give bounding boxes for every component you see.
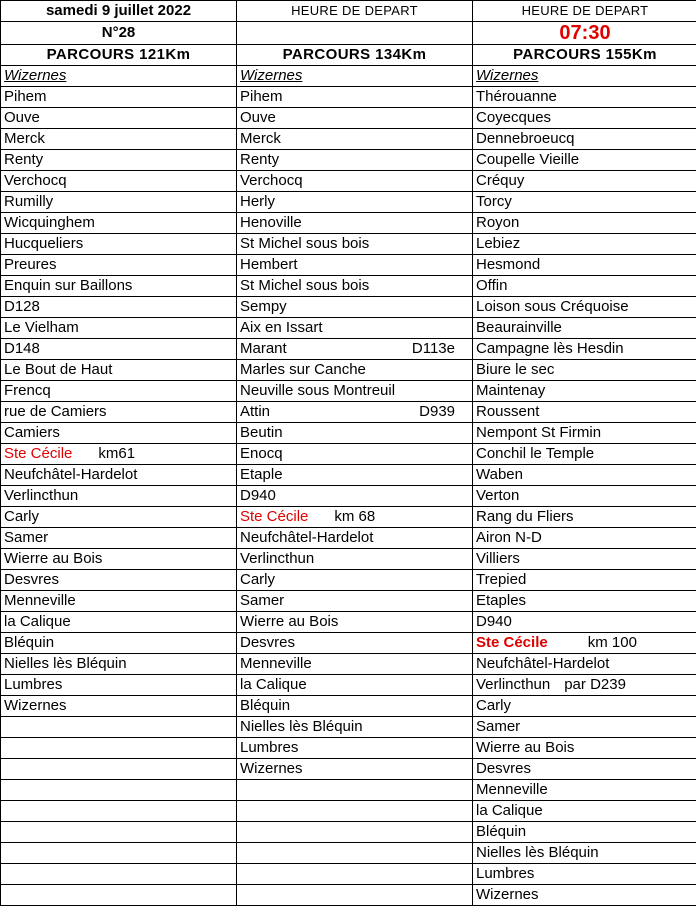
waypoint-name: Nielles lès Bléquin xyxy=(476,844,599,861)
route-row xyxy=(1,507,696,528)
route-note: km 68 xyxy=(334,508,376,525)
waypoint-name: Frencq xyxy=(4,382,51,399)
waypoint-cell xyxy=(237,108,473,129)
empty-cell xyxy=(237,801,473,822)
waypoint-name: Nempont St Firmin xyxy=(476,424,602,441)
waypoint-cell xyxy=(1,465,237,486)
waypoint-cell xyxy=(473,465,696,486)
waypoint-name: Le Bout de Haut xyxy=(4,361,113,378)
waypoint-name: Samer xyxy=(476,718,521,735)
waypoint-name: D940 xyxy=(240,487,276,504)
waypoint-name: Ste Cécile xyxy=(4,445,73,462)
waypoint-name: Ouve xyxy=(4,109,40,126)
waypoint-name: Maintenay xyxy=(476,382,546,399)
waypoint-cell xyxy=(473,192,696,213)
waypoint-name: Attin xyxy=(240,403,271,420)
waypoint-cell xyxy=(237,213,473,234)
waypoint-name: Verlincthun xyxy=(240,550,315,567)
waypoint-name: Samer xyxy=(240,592,285,609)
waypoint-name: Coyecques xyxy=(476,109,552,126)
waypoint-name: Desvres xyxy=(240,634,296,651)
empty-cell xyxy=(1,801,237,822)
waypoint-cell xyxy=(473,381,696,402)
waypoint-name: la Calique xyxy=(240,676,307,693)
waypoint-cell xyxy=(1,339,237,360)
waypoint-name: Menneville xyxy=(4,592,76,609)
waypoint-name: Neuville sous Montreuil xyxy=(240,382,396,399)
waypoint-name: Ste Cécile xyxy=(240,508,309,525)
waypoint-cell xyxy=(1,402,237,423)
empty-cell xyxy=(1,717,237,738)
route-row xyxy=(1,696,696,717)
waypoint-cell xyxy=(473,255,696,276)
route-row xyxy=(1,465,696,486)
waypoint-name: Hesmond xyxy=(476,256,541,273)
empty-cell xyxy=(237,885,473,906)
parcours-121: PARCOURS 121Km xyxy=(1,45,237,66)
waypoint-cell xyxy=(1,108,237,129)
waypoint-name: Wierre au Bois xyxy=(476,739,575,756)
waypoint-cell xyxy=(1,507,237,528)
waypoint-cell xyxy=(1,129,237,150)
waypoint-name: Lebiez xyxy=(476,235,521,252)
waypoint-cell xyxy=(1,486,237,507)
waypoint-name: D148 xyxy=(4,340,40,357)
waypoint-cell xyxy=(237,675,473,696)
waypoint-name: Biure le sec xyxy=(476,361,555,378)
waypoint-name: Lumbres xyxy=(4,676,63,693)
route-row xyxy=(1,276,696,297)
waypoint-name: D128 xyxy=(4,298,40,315)
route-note: par D239 xyxy=(564,676,626,693)
waypoint-cell xyxy=(1,570,237,591)
waypoint-cell xyxy=(237,276,473,297)
waypoint-name: Hembert xyxy=(240,256,298,273)
waypoint-cell xyxy=(1,87,237,108)
route-row xyxy=(1,885,696,906)
waypoint-name: Camiers xyxy=(4,424,60,441)
waypoint-cell xyxy=(473,360,696,381)
route-row xyxy=(1,612,696,633)
waypoint-cell xyxy=(237,318,473,339)
waypoint-name: Neufchâtel-Hardelot xyxy=(4,466,138,483)
waypoint-name: Preures xyxy=(4,256,57,273)
waypoint-cell xyxy=(237,549,473,570)
route-note: km 100 xyxy=(587,634,637,651)
event-number: N°28 xyxy=(1,22,237,45)
waypoint-name: Beaurainville xyxy=(476,319,562,336)
waypoint-name: St Michel sous bois xyxy=(240,235,370,252)
empty-cell xyxy=(1,780,237,801)
route-row xyxy=(1,444,696,465)
waypoint-cell xyxy=(473,780,696,801)
route-row xyxy=(1,318,696,339)
route-row xyxy=(1,381,696,402)
waypoint-cell xyxy=(473,297,696,318)
waypoint-cell xyxy=(237,633,473,654)
waypoint-cell xyxy=(473,507,696,528)
waypoint-name: Bléquin xyxy=(240,697,291,714)
waypoint-cell xyxy=(473,528,696,549)
waypoint-cell xyxy=(237,192,473,213)
waypoint-name: Wierre au Bois xyxy=(240,613,339,630)
waypoint-cell xyxy=(237,444,473,465)
waypoint-name: Verchocq xyxy=(4,172,67,189)
parcours-134: PARCOURS 134Km xyxy=(237,45,473,66)
route-row xyxy=(1,528,696,549)
waypoint-name: Merck xyxy=(240,130,281,147)
empty-cell xyxy=(1,759,237,780)
route-row xyxy=(1,843,696,864)
waypoint-cell xyxy=(473,717,696,738)
route-row xyxy=(1,234,696,255)
route-row xyxy=(1,360,696,381)
waypoint-cell xyxy=(237,381,473,402)
waypoint-name: Merck xyxy=(4,130,45,147)
waypoint-cell xyxy=(1,255,237,276)
empty-cell xyxy=(237,864,473,885)
waypoint-cell xyxy=(473,885,696,906)
route-row xyxy=(1,801,696,822)
waypoint-name: Nielles lès Bléquin xyxy=(4,655,127,672)
route-row xyxy=(1,402,696,423)
empty-cell xyxy=(237,780,473,801)
route-row xyxy=(1,87,696,108)
waypoint-cell xyxy=(237,129,473,150)
waypoint-name: Enocq xyxy=(240,445,283,462)
waypoint-cell xyxy=(237,171,473,192)
empty-cell xyxy=(1,843,237,864)
waypoint-cell xyxy=(1,171,237,192)
empty-cell xyxy=(237,22,473,45)
waypoint-name: rue de Camiers xyxy=(4,403,107,420)
waypoint-name: Rumilly xyxy=(4,193,54,210)
waypoint-name: Carly xyxy=(4,508,40,525)
waypoint-name: Etaple xyxy=(240,466,283,483)
waypoint-name: Conchil le Temple xyxy=(476,445,595,462)
empty-cell xyxy=(1,864,237,885)
waypoint-name: Verlincthun xyxy=(4,487,79,504)
waypoint-cell xyxy=(473,402,696,423)
waypoint-name: Wizernes xyxy=(476,67,539,84)
route-row xyxy=(1,213,696,234)
waypoint-name: Renty xyxy=(4,151,44,168)
waypoint-name: Le Vielham xyxy=(4,319,79,336)
route-note: D939 xyxy=(419,403,455,420)
waypoint-name: Wizernes xyxy=(240,760,303,777)
waypoint-name: Renty xyxy=(240,151,280,168)
route-row xyxy=(1,339,696,360)
waypoint-name: Carly xyxy=(476,697,512,714)
waypoint-cell xyxy=(473,339,696,360)
waypoint-cell xyxy=(237,402,473,423)
waypoint-cell xyxy=(1,444,237,465)
route-row xyxy=(1,549,696,570)
waypoint-name: Loison sous Créquoise xyxy=(476,298,629,315)
route-note: km61 xyxy=(98,445,136,462)
waypoint-name: Wizernes xyxy=(240,67,303,84)
waypoint-name: D940 xyxy=(476,613,512,630)
empty-cell xyxy=(1,822,237,843)
waypoint-cell xyxy=(1,213,237,234)
waypoint-name: Bléquin xyxy=(476,823,527,840)
empty-cell xyxy=(1,885,237,906)
route-row xyxy=(1,822,696,843)
waypoint-cell xyxy=(237,423,473,444)
waypoint-cell xyxy=(237,738,473,759)
route-row xyxy=(1,738,696,759)
waypoint-name: Marant xyxy=(240,340,287,357)
waypoint-name: Offin xyxy=(476,277,508,294)
waypoint-name: Desvres xyxy=(4,571,60,588)
waypoint-cell xyxy=(1,66,237,87)
waypoint-name: Wizernes xyxy=(4,67,67,84)
waypoint-name: Hucqueliers xyxy=(4,235,84,252)
waypoint-name: Lumbres xyxy=(240,739,299,756)
parcours-row xyxy=(1,45,696,66)
route-row xyxy=(1,570,696,591)
departure-label-1: HEURE DE DEPART xyxy=(237,1,473,22)
empty-cell xyxy=(237,843,473,864)
waypoint-cell xyxy=(473,150,696,171)
waypoint-name: Desvres xyxy=(476,760,532,777)
waypoint-cell xyxy=(473,759,696,780)
waypoint-name: Ste Cécile xyxy=(476,634,548,651)
route-row xyxy=(1,423,696,444)
route-row xyxy=(1,780,696,801)
waypoint-name: Roussent xyxy=(476,403,540,420)
route-row xyxy=(1,864,696,885)
waypoint-name: Beutin xyxy=(240,424,283,441)
waypoint-name: Marles sur Canche xyxy=(240,361,366,378)
waypoint-cell xyxy=(473,423,696,444)
waypoint-name: Wizernes xyxy=(4,697,67,714)
waypoint-name: Neufchâtel-Hardelot xyxy=(476,655,610,672)
waypoint-cell xyxy=(237,696,473,717)
waypoint-cell xyxy=(237,759,473,780)
route-row xyxy=(1,171,696,192)
waypoint-name: Verton xyxy=(476,487,520,504)
waypoint-name: Trepied xyxy=(476,571,527,588)
waypoint-cell xyxy=(473,213,696,234)
waypoint-cell xyxy=(1,423,237,444)
waypoint-cell xyxy=(473,171,696,192)
waypoint-cell xyxy=(237,717,473,738)
header-row-2 xyxy=(1,22,696,45)
waypoint-cell xyxy=(237,255,473,276)
waypoint-cell xyxy=(1,591,237,612)
waypoint-cell xyxy=(473,318,696,339)
waypoint-name: Herly xyxy=(240,193,276,210)
event-date: samedi 9 juillet 2022 xyxy=(1,1,237,22)
waypoint-name: Campagne lès Hesdin xyxy=(476,340,624,357)
waypoint-cell xyxy=(473,675,696,696)
waypoint-name: Wierre au Bois xyxy=(4,550,103,567)
waypoint-cell xyxy=(1,696,237,717)
route-row xyxy=(1,129,696,150)
waypoint-cell xyxy=(473,654,696,675)
waypoint-cell xyxy=(473,570,696,591)
waypoint-cell xyxy=(237,654,473,675)
waypoint-name: Menneville xyxy=(476,781,548,798)
waypoint-name: Henoville xyxy=(240,214,302,231)
waypoint-cell xyxy=(1,633,237,654)
waypoint-name: Sempy xyxy=(240,298,287,315)
route-row xyxy=(1,486,696,507)
waypoint-cell xyxy=(1,381,237,402)
waypoint-cell xyxy=(1,150,237,171)
waypoint-name: Enquin sur Baillons xyxy=(4,277,133,294)
waypoint-name: Pihem xyxy=(240,88,283,105)
waypoint-name: Lumbres xyxy=(476,865,535,882)
waypoint-cell xyxy=(473,234,696,255)
waypoint-cell xyxy=(1,549,237,570)
waypoint-cell xyxy=(1,360,237,381)
waypoint-name: Coupelle Vieille xyxy=(476,151,580,168)
waypoint-name: Carly xyxy=(240,571,276,588)
waypoint-name: Neufchâtel-Hardelot xyxy=(240,529,374,546)
waypoint-cell xyxy=(473,276,696,297)
waypoint-cell xyxy=(237,234,473,255)
header-row-1 xyxy=(1,1,696,22)
waypoint-cell xyxy=(237,591,473,612)
waypoint-name: Etaples xyxy=(476,592,527,609)
waypoint-name: la Calique xyxy=(4,613,71,630)
waypoint-name: Pihem xyxy=(4,88,47,105)
waypoint-cell xyxy=(1,297,237,318)
waypoint-cell xyxy=(237,87,473,108)
waypoint-name: Menneville xyxy=(240,655,312,672)
waypoint-name: Dennebroeucq xyxy=(476,130,575,147)
waypoint-name: St Michel sous bois xyxy=(240,277,370,294)
waypoint-cell xyxy=(473,864,696,885)
waypoint-cell xyxy=(1,612,237,633)
waypoint-cell xyxy=(473,801,696,822)
waypoint-name: Verchocq xyxy=(240,172,303,189)
departure-label-2: HEURE DE DEPART xyxy=(473,1,696,22)
waypoint-name: Royon xyxy=(476,214,520,231)
waypoint-name: Verlincthun xyxy=(476,676,551,693)
waypoint-cell xyxy=(473,591,696,612)
route-row xyxy=(1,759,696,780)
waypoint-name: Airon N-D xyxy=(476,529,542,546)
waypoint-cell xyxy=(473,549,696,570)
waypoint-name: Rang du Fliers xyxy=(476,508,574,525)
waypoint-cell xyxy=(1,318,237,339)
waypoint-cell xyxy=(473,612,696,633)
parcours-155: PARCOURS 155Km xyxy=(473,45,696,66)
waypoint-name: Ouve xyxy=(240,109,276,126)
waypoint-cell xyxy=(237,360,473,381)
route-row xyxy=(1,654,696,675)
route-note: D113e xyxy=(411,340,455,357)
waypoint-cell xyxy=(237,150,473,171)
waypoint-cell xyxy=(473,444,696,465)
waypoint-cell xyxy=(1,675,237,696)
waypoint-name: Wizernes xyxy=(476,886,539,903)
waypoint-name: Waben xyxy=(476,466,523,483)
route-row xyxy=(1,633,696,654)
route-row xyxy=(1,192,696,213)
waypoint-name: Samer xyxy=(4,529,49,546)
waypoint-cell xyxy=(237,297,473,318)
waypoint-name: Villiers xyxy=(476,550,520,567)
waypoint-cell xyxy=(473,738,696,759)
route-row xyxy=(1,108,696,129)
waypoint-name: Créquy xyxy=(476,172,525,189)
waypoint-cell xyxy=(473,129,696,150)
waypoint-cell xyxy=(473,696,696,717)
departure-time: 07:30 xyxy=(473,22,696,45)
waypoint-cell xyxy=(237,465,473,486)
waypoint-cell xyxy=(473,633,696,654)
waypoint-cell xyxy=(1,276,237,297)
empty-cell xyxy=(1,738,237,759)
waypoint-name: Wicquinghem xyxy=(4,214,95,231)
waypoint-cell xyxy=(237,528,473,549)
route-row xyxy=(1,297,696,318)
waypoint-cell xyxy=(473,843,696,864)
waypoint-name: Thérouanne xyxy=(476,88,557,105)
empty-cell xyxy=(237,822,473,843)
waypoint-cell xyxy=(237,66,473,87)
waypoint-name: la Calique xyxy=(476,802,543,819)
waypoint-cell xyxy=(473,486,696,507)
route-row xyxy=(1,591,696,612)
route-row xyxy=(1,255,696,276)
waypoint-name: Bléquin xyxy=(4,634,55,651)
waypoint-cell xyxy=(237,570,473,591)
waypoint-name: Torcy xyxy=(476,193,512,210)
waypoint-name: Aix en Issart xyxy=(240,319,323,336)
route-row xyxy=(1,675,696,696)
waypoint-cell xyxy=(1,234,237,255)
waypoint-cell xyxy=(1,192,237,213)
waypoint-cell xyxy=(237,507,473,528)
waypoint-cell xyxy=(237,339,473,360)
waypoint-cell xyxy=(1,528,237,549)
route-row xyxy=(1,150,696,171)
waypoint-cell xyxy=(1,654,237,675)
waypoint-name: Nielles lès Bléquin xyxy=(240,718,363,735)
route-row xyxy=(1,66,696,87)
waypoint-cell xyxy=(237,486,473,507)
route-row xyxy=(1,717,696,738)
waypoint-cell xyxy=(473,87,696,108)
waypoint-cell xyxy=(237,612,473,633)
waypoint-cell xyxy=(473,822,696,843)
waypoint-cell xyxy=(473,108,696,129)
waypoint-cell xyxy=(473,66,696,87)
